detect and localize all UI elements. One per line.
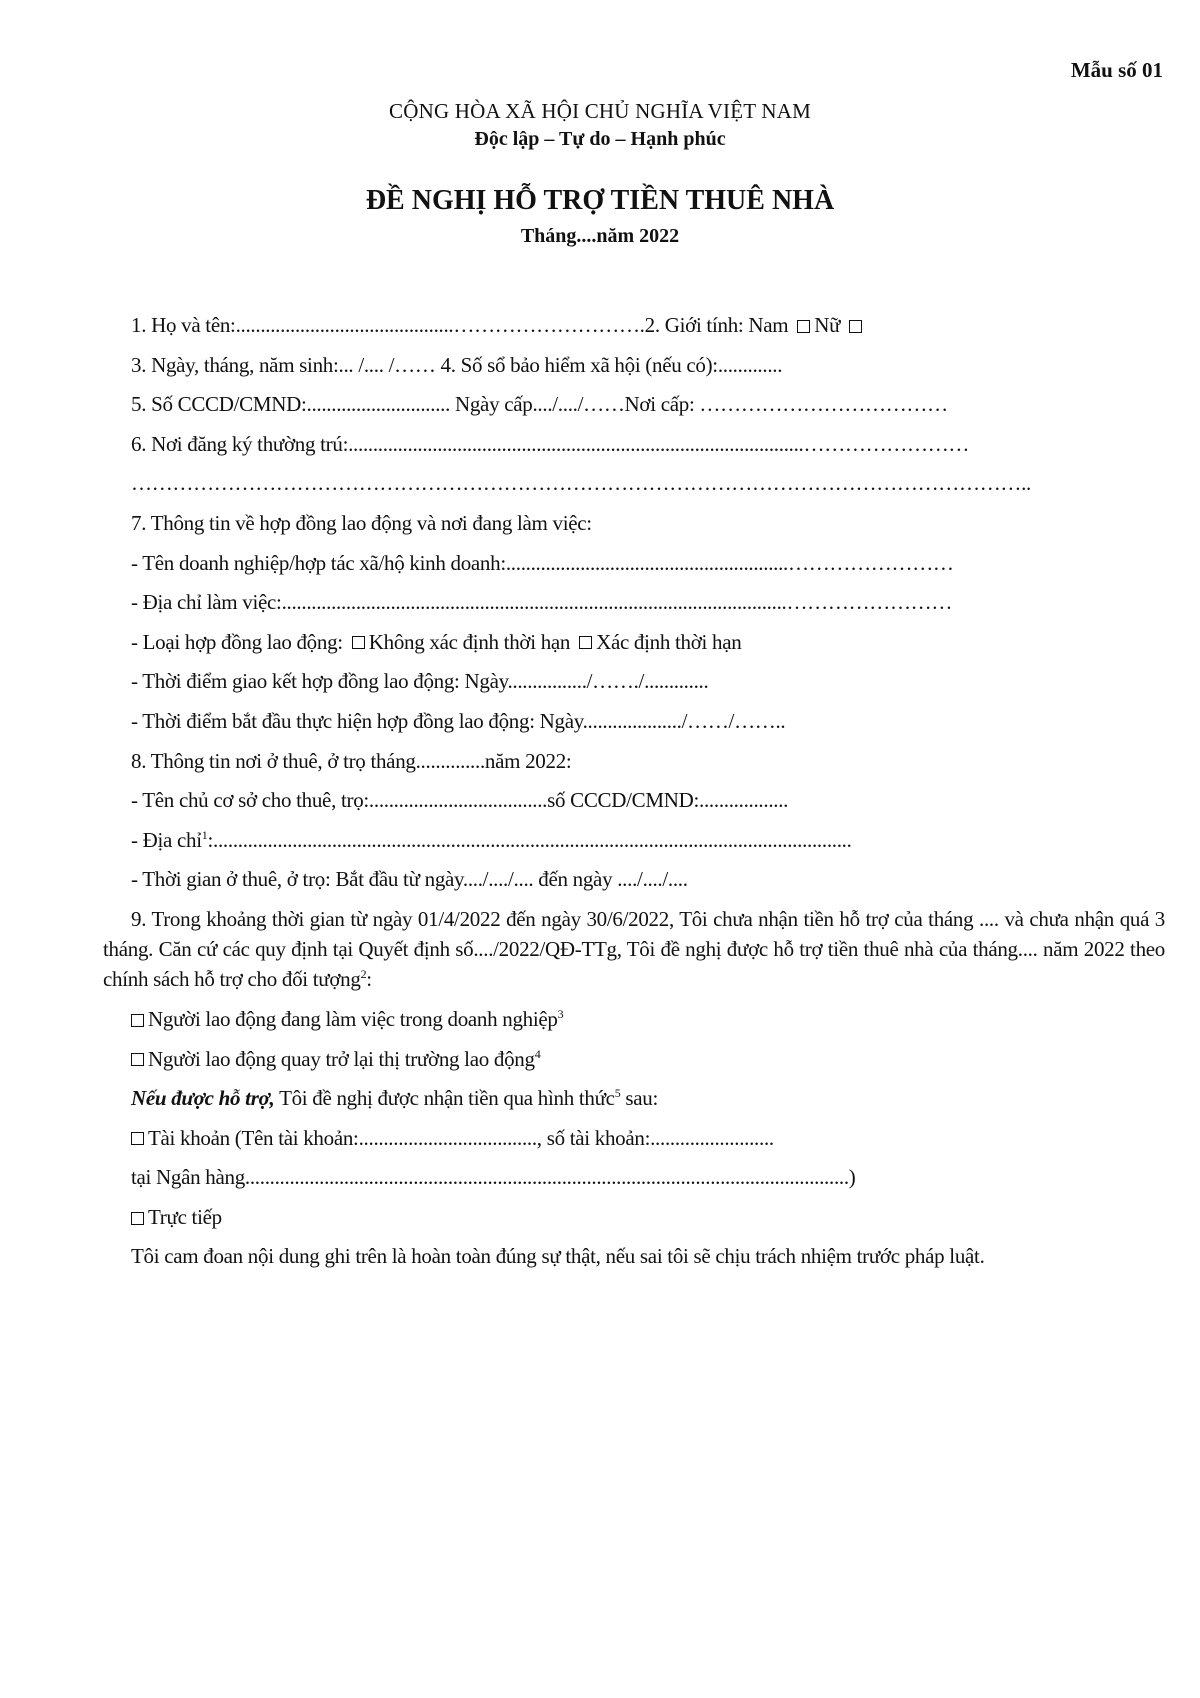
field-birth-insurance: 3. Ngày, tháng, năm sinh:... /.... /…… 4. Số sổ bảo hiểm xã hội (nếu có):............. [131, 352, 783, 377]
checkbox-direct[interactable] [131, 1212, 144, 1225]
checkbox-indefinite[interactable] [352, 636, 365, 649]
form-body [103, 306, 1165, 1277]
field-contract-type [131, 623, 1165, 663]
field-work-address: - Địa chỉ làm việc:......................................................................................................…………………… [131, 590, 953, 615]
checkbox-definite[interactable] [579, 636, 592, 649]
option-returning-label: Người lao động quay trở lại thị trường lao động [148, 1046, 535, 1071]
field-name: 1. Họ và tên:............................................………………………. [131, 313, 645, 337]
pledge: Tôi cam đoan nội dung ghi trên là hoàn toàn đúng sự thật, nếu sai tôi sẽ chịu trách nhiệm trước pháp luật. [131, 1244, 985, 1269]
bank-name-line: tại Ngân hàng..........................................................................................................................) [131, 1165, 856, 1190]
checkbox-female[interactable] [849, 320, 862, 333]
section-9-paragraph [103, 904, 1165, 994]
rental-address-label: - Địa chỉ [131, 827, 202, 852]
checkbox-bank[interactable] [131, 1132, 144, 1145]
checkbox-returning[interactable] [131, 1053, 144, 1066]
receive-method-bold: Nếu được hỗ trợ, [131, 1086, 275, 1111]
checkbox-male[interactable] [797, 320, 810, 333]
section-9-colon: : [366, 966, 372, 991]
option-indefinite: Không xác định thời hạn [368, 629, 571, 654]
field-gender-label: 2. Giới tính: Nam [644, 313, 789, 337]
field-contract-signed: - Thời điểm giao kết hợp đồng lao động: Ngày................/……./............. [131, 669, 709, 694]
section-7-heading: 7. Thông tin về hợp đồng lao động và nơi đang làm việc: [131, 510, 592, 535]
field-employer: - Tên doanh nghiệp/hợp tác xã/hộ kinh doanh:.........................................................…………………… [131, 550, 954, 575]
document-subtitle: Tháng....năm 2022 [520, 225, 680, 247]
checkbox-employed[interactable] [131, 1014, 144, 1027]
field-residence: 6. Nơi đăng ký thường trú:............................................................................................…………………… [131, 431, 970, 456]
option-returning [131, 1040, 1165, 1080]
option-direct [131, 1198, 1165, 1238]
field-landlord: - Tên chủ cơ sở cho thuê, trọ:....................................số CCCD/CMND:.................. [131, 788, 789, 813]
footnote-ref-3: 3 [557, 1006, 564, 1021]
section-9-text: 9. Trong khoảng thời gian từ ngày 01/4/2022 đến ngày 30/6/2022, Tôi chưa nhận tiền hỗ trợ của tháng .... và chưa nhận quá 3 tháng. Căn cứ các quy định tại Quyết định số..../2022/QĐ-TTg, Tôi đề nghị được hỗ trợ tiền thuê nhà của tháng.... năm 2022 theo chính sách hỗ trợ cho đối tượng [103, 906, 1165, 991]
national-motto: Độc lập – Tự do – Hạnh phúc [474, 128, 726, 150]
section-8-heading: 8. Thông tin nơi ở thuê, ở trọ tháng..............năm 2022: [131, 748, 572, 773]
document-title: ĐỀ NGHỊ HỖ TRỢ TIỀN THUÊ NHÀ [365, 185, 835, 216]
female-label: Nữ [814, 313, 841, 337]
field-contract-start: - Thời điểm bắt đầu thực hiện hợp đồng lao động: Ngày..................../……/…….. [131, 708, 786, 733]
field-id-card: 5. Số CCCD/CMND:............................. Ngày cấp..../..../……Nơi cấp: ……………………………… [131, 392, 948, 417]
option-employed [131, 1000, 1165, 1040]
footnote-ref-5: 5 [614, 1086, 621, 1101]
option-bank [131, 1119, 1165, 1159]
option-definite: Xác định thời hạn [596, 629, 742, 654]
receive-method-text: Tôi đề nghị được nhận tiền qua hình thức [274, 1086, 615, 1111]
contract-type-label: - Loại hợp đồng lao động: [131, 629, 343, 654]
receive-method [131, 1079, 1165, 1119]
option-employed-label: Người lao động đang làm việc trong doanh nghiệp [148, 1006, 558, 1031]
field-rental-address [131, 821, 1165, 861]
field-name-gender [131, 306, 1165, 346]
footnote-ref-2: 2 [360, 966, 367, 981]
field-rental-period: - Thời gian ở thuê, ở trọ: Bắt đầu từ ngày..../..../.... đến ngày ..../..../.... [131, 867, 688, 892]
receive-method-end: sau: [620, 1086, 658, 1111]
rental-address-dots: :................................................................................................................................. [207, 827, 852, 852]
option-bank-label: Tài khoản (Tên tài khoản:...................................., số tài khoản:......................... [148, 1125, 774, 1150]
field-residence-cont: ………………………………………………………………………………………………………………….. [131, 471, 1032, 496]
national-title: CỘNG HÒA XÃ HỘI CHỦ NGHĨA VIỆT NAM [389, 99, 811, 123]
option-direct-label: Trực tiếp [148, 1204, 222, 1229]
form-code: Mẫu số 01 [1070, 58, 1163, 82]
footnote-ref-4: 4 [534, 1046, 541, 1061]
footnote-ref-1: 1 [201, 827, 208, 842]
